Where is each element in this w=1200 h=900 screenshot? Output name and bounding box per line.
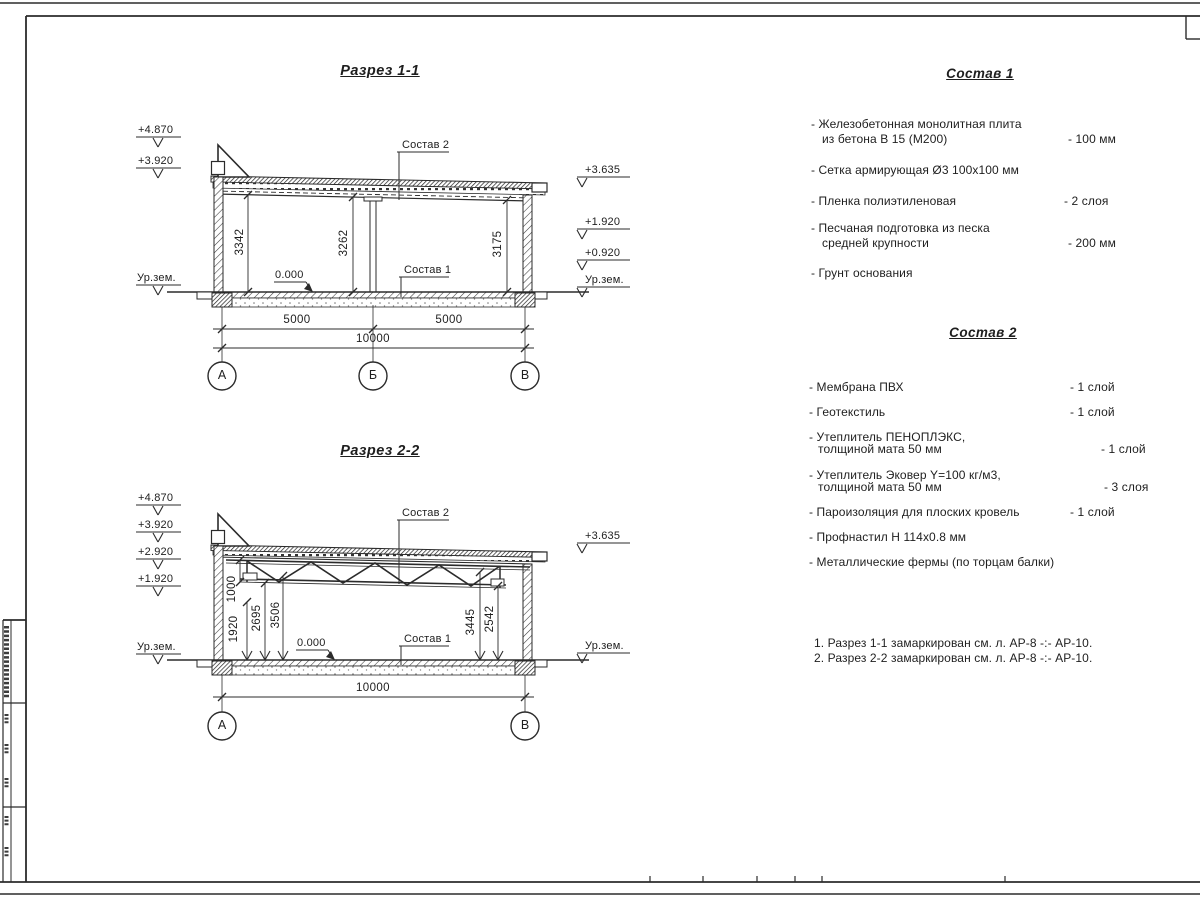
section1-elev-left-1: +3.920: [138, 155, 174, 167]
section2-callout-floor: Состав 1: [404, 633, 452, 645]
composition2-item-3-line1: - Утеплитель ПЕНОПЛЭКС,: [809, 430, 966, 444]
section-2-2-drawing: [136, 505, 630, 740]
section2-elev-left-1: +3.920: [138, 519, 174, 531]
composition2-item-3-value: - 1 слой: [1101, 442, 1146, 456]
composition1-item-3-line1: - Пленка полиэтиленовая: [811, 194, 957, 208]
section2-elev-right-1: Ур.зем.: [585, 640, 624, 652]
section1-height-3175: 3175: [492, 230, 504, 258]
composition1-item-4-line2: средней крупности: [822, 236, 929, 250]
composition2-item-5-line1: - Пароизоляция для плоских кровель: [809, 505, 1020, 519]
composition1-item-1-line2: из бетона В 15 (М200): [822, 132, 948, 146]
section2-elev-left-3: +1.920: [138, 573, 174, 585]
composition1-item-5-line1: - Грунт основания: [811, 266, 913, 280]
section1-elev-left-0: +4.870: [138, 124, 174, 136]
section2-height-2542: 2542: [484, 605, 496, 633]
composition2-item-3-line2: толщиной мата 50 мм: [818, 442, 942, 456]
composition2-item-1-value: - 1 слой: [1070, 380, 1115, 394]
section1-title: Разрез 1-1: [340, 63, 420, 79]
composition1-item-2-line1: - Сетка армирующая Ø3 100х100 мм: [811, 163, 1019, 177]
section2-axis-a: А: [217, 718, 227, 732]
section2-zero-level: 0.000: [297, 637, 326, 649]
composition1-item-4-line1: - Песчаная подготовка из песка: [811, 221, 990, 235]
section2-height-3506: 3506: [270, 601, 282, 629]
composition2-item-7-line1: - Металлические фермы (по торцам балки): [809, 555, 1055, 569]
section2-height-1920: 1920: [228, 615, 240, 643]
composition2-item-1-line1: - Мембрана ПВХ: [809, 380, 904, 394]
note-line-2: 2. Разрез 2-2 замаркирован см. л. АР-8 -:- АР-10.: [814, 651, 1093, 665]
section1-elev-right-2: +0.920: [585, 247, 621, 259]
section2-height-3445: 3445: [465, 608, 477, 636]
section1-height-3262: 3262: [338, 229, 350, 257]
section1-callout-floor: Состав 1: [404, 264, 452, 276]
section1-dim-span-0: 5000: [283, 314, 311, 326]
section1-elev-right-0: +3.635: [585, 164, 621, 176]
section2-elev-right-0: +3.635: [585, 530, 621, 542]
section1-elev-right-3: Ур.зем.: [585, 274, 624, 286]
composition2-item-5-value: - 1 слой: [1070, 505, 1115, 519]
composition2-title: Состав 2: [949, 325, 1017, 340]
composition1-item-1-value: - 100 мм: [1068, 132, 1116, 146]
section1-dim-span-1: 5000: [435, 314, 463, 326]
section1-elev-left-2: Ур.зем.: [137, 272, 176, 284]
section1-dim-total: 10000: [356, 333, 390, 345]
composition1-item-3-value: - 2 слоя: [1064, 194, 1109, 208]
section2-title: Разрез 2-2: [340, 443, 420, 459]
composition1-title: Состав 1: [946, 66, 1014, 81]
composition1-item-4-value: - 200 мм: [1068, 236, 1116, 250]
composition1-item-1-line1: - Железобетонная монолитная плита: [811, 117, 1022, 131]
section1-axis-a: А: [217, 368, 227, 382]
section2-elev-left-4: Ур.зем.: [137, 641, 176, 653]
section2-elev-left-2: +2.920: [138, 546, 174, 558]
composition2-item-2-value: - 1 слой: [1070, 405, 1115, 419]
section1-axis-b: Б: [368, 368, 378, 382]
section1-callout-roof: Состав 2: [402, 139, 450, 151]
section1-height-3342: 3342: [234, 228, 246, 256]
section1-zero-level: 0.000: [275, 269, 304, 281]
section2-height-1000: 1000: [226, 575, 238, 603]
section2-elev-left-0: +4.870: [138, 492, 174, 504]
composition2-item-2-line1: - Геотекстиль: [809, 405, 886, 419]
section2-height-2695: 2695: [251, 604, 263, 632]
section2-dim-total: 10000: [356, 682, 390, 694]
note-line-1: 1. Разрез 1-1 замаркирован см. л. АР-8 -:- АР-10.: [814, 636, 1093, 650]
section1-axis-v: В: [520, 368, 530, 382]
composition2-item-4-value: - 3 слоя: [1104, 480, 1149, 494]
section2-callout-roof: Состав 2: [402, 507, 450, 519]
section2-axis-v: В: [520, 718, 530, 732]
composition2-item-6-line1: - Профнастил Н 114х0.8 мм: [809, 530, 967, 544]
section-1-1-drawing: [136, 137, 630, 390]
composition2-item-4-line2: толщиной мата 50 мм: [818, 480, 942, 494]
section1-elev-right-1: +1.920: [585, 216, 621, 228]
composition2-item-4-line1: - Утеплитель Эковер Y=100 кг/м3,: [809, 468, 1001, 482]
